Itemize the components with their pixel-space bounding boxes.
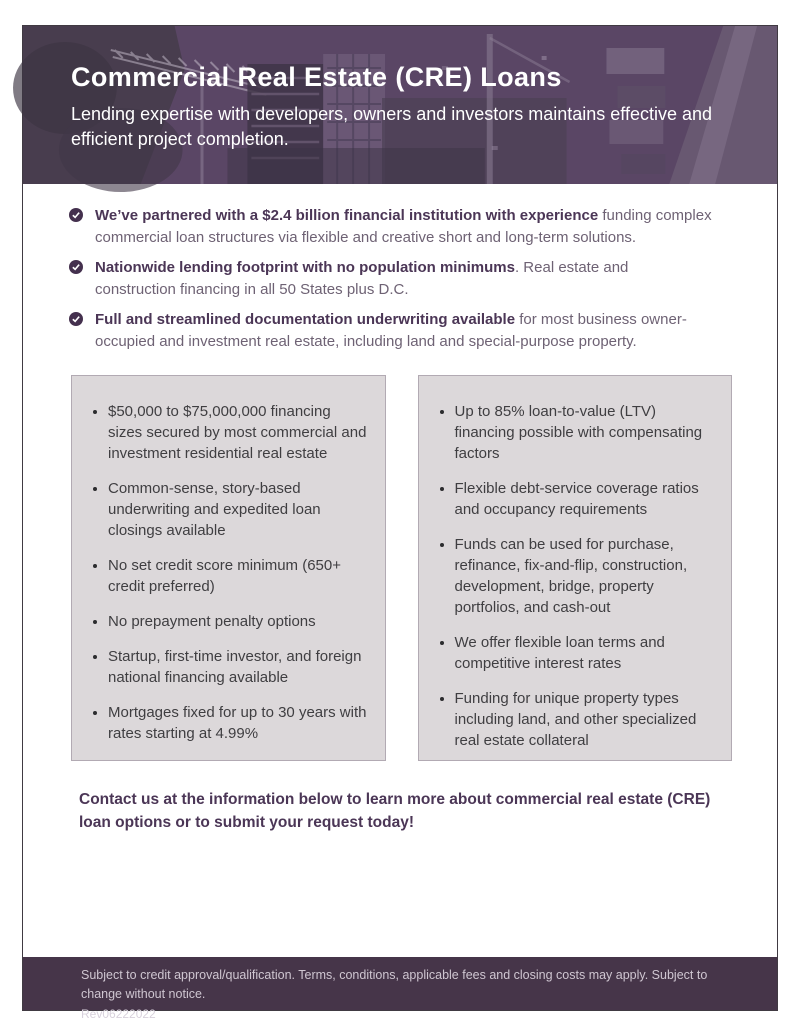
feature-list-left (72, 376, 385, 744)
highlight-bold: Full and streamlined documentation underwriting available (95, 311, 516, 328)
list-item: • Common-sense, story-based underwriting and expedited loan closings available (108, 478, 367, 541)
highlight-rest: for most business owner-occupied and investment real estate, including land and special-purpose property. (95, 311, 687, 350)
list-item: • No prepayment penalty options (108, 611, 367, 632)
check-circle-icon (69, 260, 83, 274)
page-title: Commercial Real Estate (CRE) Loans (71, 62, 562, 92)
highlight-rest: funding complex commercial loan structures via flexible and creative short and long-term solutions. (95, 207, 712, 246)
footer-disclaimer: Subject to credit approval/qualification. Terms, conditions, applicable fees and closing costs may apply. Subject to change without notice. (81, 968, 708, 1001)
list-item: • $50,000 to $75,000,000 financing sizes secured by most commercial and investment residential real estate (108, 401, 367, 464)
highlight-bold: Nationwide lending footprint with no population minimums (95, 259, 515, 276)
list-item: • Startup, first-time investor, and foreign national financing available (108, 646, 367, 688)
list-item: • Up to 85% loan-to-value (LTV) financing possible with compensating factors (455, 401, 714, 464)
footer (23, 957, 777, 1021)
list-item: • Mortgages fixed for up to 30 years with rates starting at 4.99% (108, 702, 367, 744)
feature-box-right (418, 375, 733, 761)
whitespace-spacer (23, 834, 777, 957)
check-circle-icon (69, 208, 83, 222)
highlight-bold: We’ve partnered with a $2.4 billion financial institution with experience (95, 207, 599, 224)
highlight-text (95, 257, 713, 300)
list-item: • Funds can be used for purchase, refinance, fix-and-flip, construction, development, bridge, property portfolios, and cash-out (455, 534, 714, 618)
highlights-section (23, 184, 777, 361)
hero-header (23, 26, 777, 184)
highlight-item (69, 309, 735, 352)
contact-callout: Contact us at the information below to learn more about commercial real estate (CRE) loan options or to submit your request today! (79, 791, 711, 831)
highlight-text (95, 309, 713, 352)
list-item: • Funding for unique property types including land, and other specialized real estate collateral (455, 688, 714, 751)
highlight-rest: . Real estate and construction financing in all 50 States plus D.C. (95, 259, 629, 298)
check-circle-icon (69, 312, 83, 326)
highlight-item (69, 205, 735, 248)
footer-revision: Rev06222022 (81, 1007, 156, 1021)
feature-box-left (71, 375, 386, 761)
document-page (22, 25, 778, 1021)
hero-text-block (23, 26, 777, 152)
list-item: • Flexible debt-service coverage ratios and occupancy requirements (455, 478, 714, 520)
page-subtitle: Lending expertise with developers, owners and investors maintains effective and efficient project completion. (71, 104, 713, 149)
feature-list-right (419, 376, 732, 751)
list-item: • We offer flexible loan terms and competitive interest rates (455, 632, 714, 674)
highlight-text (95, 205, 713, 248)
list-item: • No set credit score minimum (650+ credit preferred) (108, 555, 367, 597)
highlight-item (69, 257, 735, 300)
feature-boxes (71, 375, 732, 761)
